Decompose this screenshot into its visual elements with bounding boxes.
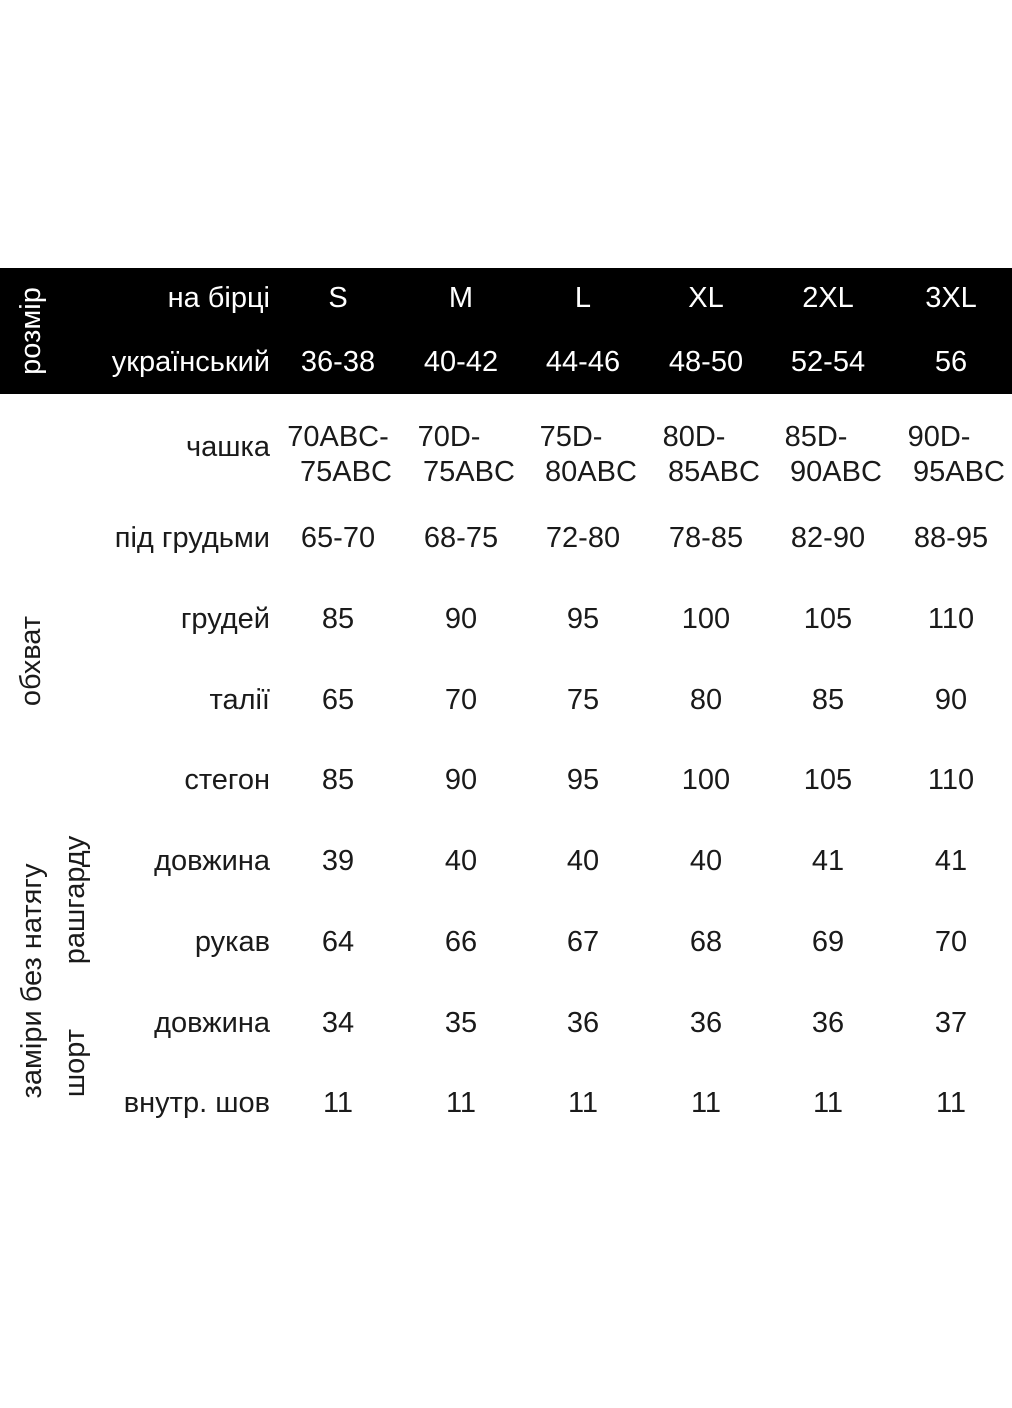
girth-waist-2xl: 85 (811, 684, 845, 716)
shorts-length-2xl: 36 (811, 1007, 845, 1039)
girth-hips-row-label: стегон (184, 764, 270, 796)
under-bust-3xl: 88-95 (913, 522, 989, 554)
tag-size-row-label: на бірці (167, 282, 270, 314)
cup-cell-s (275, 420, 401, 490)
rashguard-sleeve-3xl: 70 (934, 926, 968, 958)
under-bust-2xl: 82-90 (790, 522, 866, 554)
girth-waist-l: 75 (566, 684, 600, 716)
shorts-inseam-xl: 11 (690, 1087, 722, 1119)
cup-cell-l (520, 420, 646, 490)
shorts-length-m: 35 (444, 1007, 478, 1039)
under-bust-row-label: під грудьми (114, 522, 270, 554)
rashguard-length-l: 40 (566, 845, 600, 877)
girth-waist-s: 65 (321, 684, 355, 716)
cup-cell-m-line1: 70D- (417, 421, 481, 453)
rashguard-length-m: 40 (444, 845, 478, 877)
girth-bust-row-label: грудей (180, 603, 270, 635)
shorts-inseam-3xl: 11 (935, 1087, 967, 1119)
rashguard-sleeve-l: 67 (566, 926, 600, 958)
cup-cell-xl-line1: 80D- (662, 421, 726, 453)
girth-bust-xl: 100 (681, 603, 731, 635)
shorts-group-label: шорт (59, 1028, 91, 1098)
rashguard-length-xl: 40 (689, 845, 723, 877)
ua-size-2xl: 52-54 (790, 346, 866, 378)
rashguard-group-label: рашгарду (59, 835, 91, 965)
shorts-length-3xl: 37 (934, 1007, 968, 1039)
shorts-length-s: 34 (321, 1007, 355, 1039)
girth-waist-xl: 80 (689, 684, 723, 716)
ua-size-s: 36-38 (300, 346, 376, 378)
rashguard-sleeve-2xl: 69 (811, 926, 845, 958)
girth-hips-xl: 100 (681, 764, 731, 796)
cup-cell-3xl-line2: 95ABC (913, 456, 1005, 488)
rashguard-length-s: 39 (321, 845, 355, 877)
size-group-label: розмір (15, 287, 47, 375)
ua-size-row-label: український (111, 346, 270, 378)
cup-cell-m (398, 420, 524, 490)
girth-waist-m: 70 (444, 684, 478, 716)
under-bust-xl: 78-85 (668, 522, 744, 554)
girth-waist-row-label: талії (209, 684, 270, 716)
rashguard-length-3xl: 41 (934, 845, 968, 877)
rashguard-sleeve-m: 66 (444, 926, 478, 958)
tag-size-l: L (574, 282, 592, 314)
girth-hips-2xl: 105 (803, 764, 853, 796)
cup-cell-l-line1: 75D- (539, 421, 603, 453)
tag-size-2xl: 2XL (802, 282, 854, 314)
girth-waist-3xl: 90 (934, 684, 968, 716)
tag-size-s: S (328, 282, 348, 314)
shorts-inseam-row-label: внутр. шов (123, 1087, 270, 1119)
shorts-length-row-label: довжина (154, 1007, 270, 1039)
rashguard-sleeve-s: 64 (321, 926, 355, 958)
shorts-inseam-2xl: 11 (812, 1087, 844, 1119)
cup-cell-s-line1: 70ABC- (287, 421, 389, 453)
cup-cell-3xl (888, 420, 1012, 490)
cup-cell-2xl (765, 420, 891, 490)
shorts-inseam-l: 11 (567, 1087, 599, 1119)
tag-size-m: M (448, 282, 474, 314)
cup-cell-2xl-line2: 90ABC (790, 456, 882, 488)
tag-size-3xl: 3XL (925, 282, 977, 314)
under-bust-m: 68-75 (423, 522, 499, 554)
girth-bust-l: 95 (566, 603, 600, 635)
girth-bust-3xl: 110 (927, 603, 975, 635)
cup-cell-s-line2: 75ABC (300, 456, 392, 488)
cup-cell-2xl-line1: 85D- (784, 421, 848, 453)
measurements-group-label: заміри без натягу (16, 863, 48, 1099)
shorts-inseam-s: 11 (322, 1087, 354, 1119)
cup-cell-3xl-line1: 90D- (907, 421, 971, 453)
girth-hips-l: 95 (566, 764, 600, 796)
cup-row-label: чашка (186, 431, 270, 463)
girth-group-label: обхват (15, 615, 47, 707)
under-bust-s: 65-70 (300, 522, 376, 554)
girth-hips-3xl: 110 (927, 764, 975, 796)
cup-cell-m-line2: 75ABC (423, 456, 515, 488)
ua-size-xl: 48-50 (668, 346, 744, 378)
girth-hips-m: 90 (444, 764, 478, 796)
ua-size-3xl: 56 (934, 346, 968, 378)
shorts-length-l: 36 (566, 1007, 600, 1039)
shorts-length-xl: 36 (689, 1007, 723, 1039)
girth-bust-2xl: 105 (803, 603, 853, 635)
under-bust-l: 72-80 (545, 522, 621, 554)
ua-size-l: 44-46 (545, 346, 621, 378)
cup-cell-xl-line2: 85ABC (668, 456, 760, 488)
rashguard-sleeve-xl: 68 (689, 926, 723, 958)
cup-cell-l-line2: 80ABC (545, 456, 637, 488)
shorts-inseam-m: 11 (445, 1087, 477, 1119)
rashguard-sleeve-row-label: рукав (194, 926, 270, 958)
rashguard-length-2xl: 41 (811, 845, 845, 877)
rashguard-length-row-label: довжина (154, 845, 270, 877)
girth-bust-m: 90 (444, 603, 478, 635)
tag-size-xl: XL (688, 282, 724, 314)
girth-bust-s: 85 (321, 603, 355, 635)
girth-hips-s: 85 (321, 764, 355, 796)
cup-cell-xl (643, 420, 769, 490)
ua-size-m: 40-42 (423, 346, 499, 378)
